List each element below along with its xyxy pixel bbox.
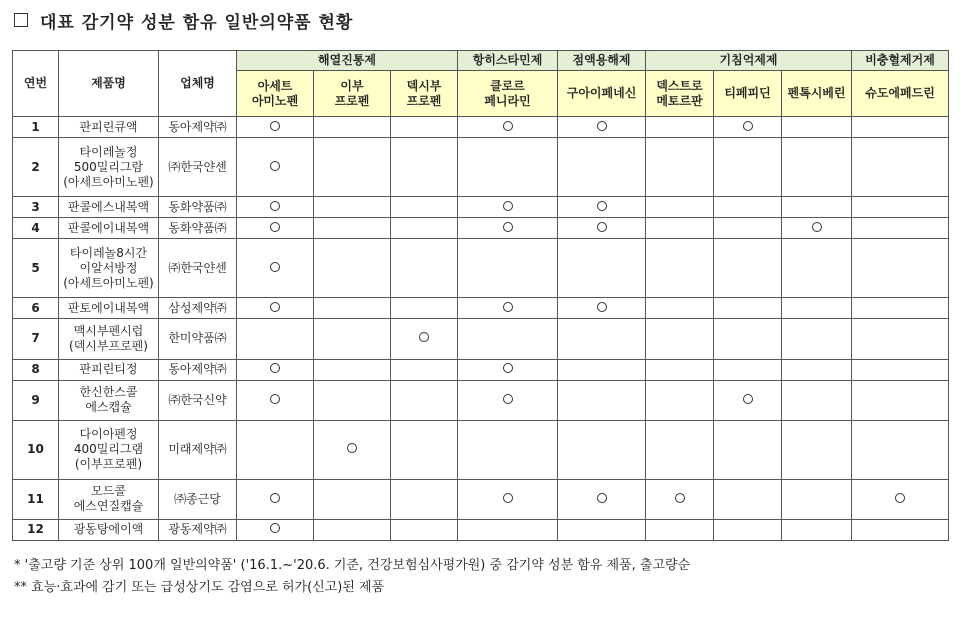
group-header: 비충혈제거제 xyxy=(852,51,949,71)
ingredient-header: 클로르 페니라민 xyxy=(458,71,558,117)
circle-mark-icon xyxy=(270,262,280,272)
ingredient-cell xyxy=(714,359,782,380)
circle-mark-icon xyxy=(347,443,357,453)
ingredient-header: 구아이페네신 xyxy=(558,71,646,117)
ingredient-cell xyxy=(314,420,391,479)
ingredient-header: 슈도에페드린 xyxy=(852,71,949,117)
ingredient-cell xyxy=(458,298,558,319)
footnote-1: * '출고량 기준 상위 100개 일반의약품' ('16.1.~'20.6. 기준, 건강보험심사평가원) 중 감기약 성분 함유 제품, 출고량순 xyxy=(14,558,691,573)
ingredient-cell xyxy=(646,359,714,380)
product-name: 광동탕에이액 xyxy=(59,519,159,540)
ingredient-cell xyxy=(237,298,314,319)
row-number: 6 xyxy=(13,298,59,319)
company-name: ㈜한국얀센 xyxy=(159,138,237,197)
company-name: 동화약품㈜ xyxy=(159,218,237,239)
table-row xyxy=(13,239,949,298)
ingredient-cell xyxy=(458,138,558,197)
ingredient-cell xyxy=(237,420,314,479)
ingredient-cell xyxy=(558,218,646,239)
ingredient-cell xyxy=(558,117,646,138)
product-name: 타이레놀8시간 이알서방정 (아세트아미노펜) xyxy=(59,239,159,298)
ingredient-header: 덱스트로 메토르판 xyxy=(646,71,714,117)
table-row xyxy=(13,117,949,138)
row-number: 10 xyxy=(13,420,59,479)
ingredient-cell xyxy=(782,218,852,239)
ingredient-cell xyxy=(558,479,646,519)
ingredient-cell xyxy=(391,117,458,138)
ingredient-cell xyxy=(852,479,949,519)
ingredient-cell xyxy=(714,380,782,420)
ingredient-cell xyxy=(458,519,558,540)
ingredient-cell xyxy=(646,218,714,239)
company-name: 동화약품㈜ xyxy=(159,197,237,218)
footnote-2: ** 효능·효과에 감기 또는 급성상기도 감염으로 허가(신고)된 제품 xyxy=(14,580,385,595)
circle-mark-icon xyxy=(812,222,822,232)
company-name: ㈜종근당 xyxy=(159,479,237,519)
table-row xyxy=(13,479,949,519)
circle-mark-icon xyxy=(503,222,513,232)
ingredient-cell xyxy=(391,319,458,359)
circle-mark-icon xyxy=(503,201,513,211)
ingredient-cell xyxy=(237,197,314,218)
ingredient-cell xyxy=(714,420,782,479)
header-company: 업체명 xyxy=(159,51,237,117)
ingredient-cell xyxy=(314,519,391,540)
circle-mark-icon xyxy=(743,121,753,131)
row-number: 12 xyxy=(13,519,59,540)
ingredient-table xyxy=(12,50,949,541)
ingredient-cell xyxy=(558,319,646,359)
company-name: ㈜한국얀센 xyxy=(159,239,237,298)
footnotes xyxy=(14,555,690,599)
ingredient-cell xyxy=(458,319,558,359)
ingredient-cell xyxy=(714,479,782,519)
ingredient-cell xyxy=(782,197,852,218)
ingredient-cell xyxy=(391,359,458,380)
ingredient-header: 펜톡시베린 xyxy=(782,71,852,117)
circle-mark-icon xyxy=(503,363,513,373)
table-row xyxy=(13,359,949,380)
ingredient-cell xyxy=(391,420,458,479)
ingredient-cell xyxy=(646,138,714,197)
ingredient-cell xyxy=(782,380,852,420)
ingredient-cell xyxy=(391,298,458,319)
ingredient-cell xyxy=(314,218,391,239)
ingredient-header: 아세트 아미노펜 xyxy=(237,71,314,117)
ingredient-cell xyxy=(782,298,852,319)
company-name: 삼성제약㈜ xyxy=(159,298,237,319)
ingredient-cell xyxy=(782,519,852,540)
ingredient-cell xyxy=(646,298,714,319)
row-number: 8 xyxy=(13,359,59,380)
ingredient-cell xyxy=(782,319,852,359)
ingredient-cell xyxy=(314,298,391,319)
ingredient-cell xyxy=(646,479,714,519)
ingredient-cell xyxy=(852,298,949,319)
ingredient-cell xyxy=(782,138,852,197)
group-header: 항히스타민제 xyxy=(458,51,558,71)
ingredient-cell xyxy=(852,138,949,197)
ingredient-cell xyxy=(391,218,458,239)
table-row xyxy=(13,380,949,420)
ingredient-cell xyxy=(314,359,391,380)
ingredient-cell xyxy=(558,519,646,540)
circle-mark-icon xyxy=(675,493,685,503)
table-row xyxy=(13,420,949,479)
circle-mark-icon xyxy=(895,493,905,503)
circle-mark-icon xyxy=(270,394,280,404)
table-row xyxy=(13,298,949,319)
ingredient-cell xyxy=(391,479,458,519)
product-name: 다이아펜정 400밀리그램 (이부프로펜) xyxy=(59,420,159,479)
ingredient-cell xyxy=(314,197,391,218)
row-number: 2 xyxy=(13,138,59,197)
ingredient-cell xyxy=(852,218,949,239)
circle-mark-icon xyxy=(503,394,513,404)
table-row xyxy=(13,519,949,540)
ingredient-cell xyxy=(558,380,646,420)
ingredient-cell xyxy=(458,197,558,218)
row-number: 1 xyxy=(13,117,59,138)
row-number: 9 xyxy=(13,380,59,420)
ingredient-cell xyxy=(714,239,782,298)
header-no: 연번 xyxy=(13,51,59,117)
row-number: 7 xyxy=(13,319,59,359)
ingredient-cell xyxy=(782,359,852,380)
circle-mark-icon xyxy=(270,302,280,312)
ingredient-cell xyxy=(782,420,852,479)
ingredient-cell xyxy=(714,218,782,239)
ingredient-cell xyxy=(237,117,314,138)
ingredient-cell xyxy=(646,117,714,138)
ingredient-cell xyxy=(782,479,852,519)
ingredient-cell xyxy=(714,298,782,319)
ingredient-cell xyxy=(558,420,646,479)
ingredient-cell xyxy=(852,420,949,479)
ingredient-cell xyxy=(714,197,782,218)
ingredient-cell xyxy=(237,138,314,197)
ingredient-cell xyxy=(314,138,391,197)
product-name: 판피린큐액 xyxy=(59,117,159,138)
product-name: 한신한스콜 에스캡슐 xyxy=(59,380,159,420)
circle-mark-icon xyxy=(503,493,513,503)
ingredient-cell xyxy=(314,319,391,359)
ingredient-cell xyxy=(458,420,558,479)
ingredient-cell xyxy=(458,117,558,138)
ingredient-cell xyxy=(558,298,646,319)
ingredient-cell xyxy=(314,479,391,519)
table-row xyxy=(13,138,949,197)
product-name: 판콜에스내복액 xyxy=(59,197,159,218)
ingredient-cell xyxy=(852,519,949,540)
ingredient-cell xyxy=(646,380,714,420)
ingredient-cell xyxy=(237,239,314,298)
ingredient-cell xyxy=(237,319,314,359)
circle-mark-icon xyxy=(270,201,280,211)
ingredient-cell xyxy=(558,239,646,298)
ingredient-cell xyxy=(646,420,714,479)
ingredient-cell xyxy=(314,239,391,298)
ingredient-cell xyxy=(391,380,458,420)
row-number: 3 xyxy=(13,197,59,218)
ingredient-cell xyxy=(558,359,646,380)
ingredient-cell xyxy=(237,380,314,420)
ingredient-cell xyxy=(558,138,646,197)
ingredient-cell xyxy=(558,197,646,218)
circle-mark-icon xyxy=(597,302,607,312)
ingredient-cell xyxy=(237,519,314,540)
ingredient-cell xyxy=(714,319,782,359)
company-name: ㈜한국신약 xyxy=(159,380,237,420)
ingredient-cell xyxy=(646,319,714,359)
product-name: 타이레놀정 500밀리그람 (아세트아미노펜) xyxy=(59,138,159,197)
ingredient-cell xyxy=(852,319,949,359)
ingredient-cell xyxy=(458,359,558,380)
product-name: 판콜에이내복액 xyxy=(59,218,159,239)
table-row xyxy=(13,197,949,218)
group-header: 기침억제제 xyxy=(646,51,852,71)
product-name: 맥시부펜시럽 (덱시부프로펜) xyxy=(59,319,159,359)
ingredient-cell xyxy=(458,479,558,519)
page-title: 대표 감기약 성분 함유 일반의약품 현황 xyxy=(40,12,354,33)
circle-mark-icon xyxy=(597,121,607,131)
ingredient-header: 덱시부 프로펜 xyxy=(391,71,458,117)
ingredient-cell xyxy=(458,239,558,298)
table-row xyxy=(13,218,949,239)
ingredient-cell xyxy=(782,239,852,298)
company-name: 한미약품㈜ xyxy=(159,319,237,359)
row-number: 5 xyxy=(13,239,59,298)
circle-mark-icon xyxy=(270,363,280,373)
ingredient-cell xyxy=(237,218,314,239)
product-name: 판토에이내복액 xyxy=(59,298,159,319)
table-body xyxy=(13,117,949,541)
ingredient-cell xyxy=(237,479,314,519)
company-name: 동아제약㈜ xyxy=(159,117,237,138)
ingredient-cell xyxy=(646,239,714,298)
table-row xyxy=(13,319,949,359)
ingredient-cell xyxy=(646,197,714,218)
ingredient-cell xyxy=(782,117,852,138)
ingredient-cell xyxy=(714,138,782,197)
ingredient-cell xyxy=(391,138,458,197)
ingredient-cell xyxy=(852,380,949,420)
circle-mark-icon xyxy=(419,332,429,342)
group-header: 해열진통제 xyxy=(237,51,458,71)
checkbox-square-icon xyxy=(14,13,28,27)
ingredient-cell xyxy=(391,519,458,540)
row-number: 11 xyxy=(13,479,59,519)
row-number: 4 xyxy=(13,218,59,239)
group-header-row xyxy=(13,51,949,71)
ingredient-cell xyxy=(852,359,949,380)
title-row xyxy=(14,6,353,34)
company-name: 광동제약㈜ xyxy=(159,519,237,540)
product-name: 모드콜 에스연질캡슐 xyxy=(59,479,159,519)
circle-mark-icon xyxy=(503,302,513,312)
company-name: 동아제약㈜ xyxy=(159,359,237,380)
circle-mark-icon xyxy=(270,161,280,171)
ingredient-cell xyxy=(458,380,558,420)
group-header: 점액용해제 xyxy=(558,51,646,71)
ingredient-cell xyxy=(852,117,949,138)
circle-mark-icon xyxy=(597,493,607,503)
header-product: 제품명 xyxy=(59,51,159,117)
circle-mark-icon xyxy=(270,493,280,503)
circle-mark-icon xyxy=(743,394,753,404)
circle-mark-icon xyxy=(270,523,280,533)
ingredient-cell xyxy=(852,239,949,298)
circle-mark-icon xyxy=(597,222,607,232)
ingredient-header: 티페피딘 xyxy=(714,71,782,117)
ingredient-cell xyxy=(237,359,314,380)
product-name: 판피린티정 xyxy=(59,359,159,380)
circle-mark-icon xyxy=(270,222,280,232)
ingredient-cell xyxy=(714,519,782,540)
ingredient-cell xyxy=(714,117,782,138)
ingredient-cell xyxy=(391,197,458,218)
ingredient-cell xyxy=(314,380,391,420)
circle-mark-icon xyxy=(503,121,513,131)
ingredient-cell xyxy=(391,239,458,298)
ingredient-cell xyxy=(646,519,714,540)
circle-mark-icon xyxy=(597,201,607,211)
circle-mark-icon xyxy=(270,121,280,131)
ingredient-cell xyxy=(458,218,558,239)
ingredient-cell xyxy=(314,117,391,138)
ingredient-header: 이부 프로펜 xyxy=(314,71,391,117)
ingredient-cell xyxy=(852,197,949,218)
company-name: 미래제약㈜ xyxy=(159,420,237,479)
